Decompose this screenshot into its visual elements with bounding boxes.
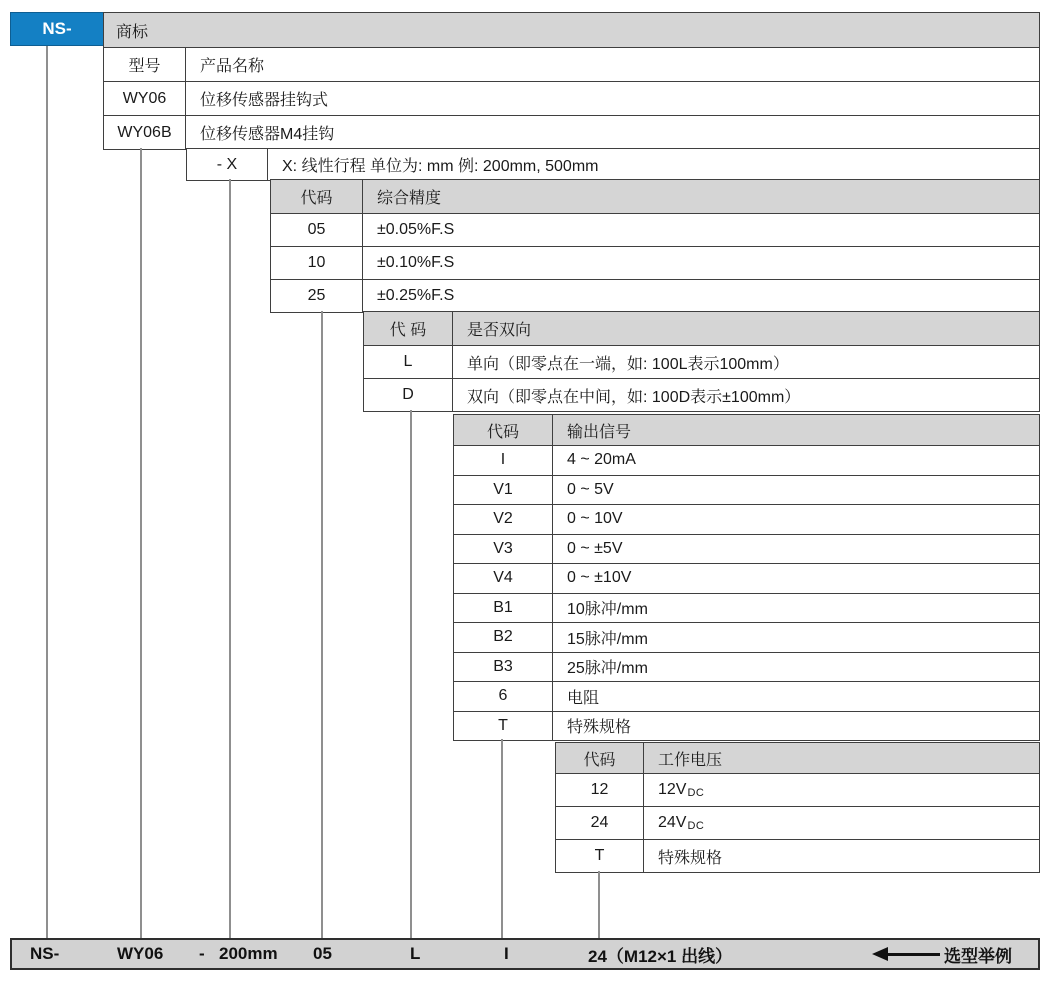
accuracy-code-cell: 10 — [271, 247, 363, 279]
voltage-desc-cell — [644, 807, 1039, 839]
voltage-desc-cell — [644, 840, 1039, 872]
voltage-code-cell: T — [556, 840, 644, 872]
voltage-value: 24V — [658, 814, 687, 831]
output-signal-table — [453, 414, 1040, 741]
output-code-cell: V4 — [454, 564, 553, 593]
voltage-code-cell: 12 — [556, 774, 644, 806]
accuracy-row — [271, 246, 1039, 279]
stroke-code-cell: - X — [187, 149, 268, 180]
connector-line-accuracy — [321, 311, 323, 938]
series-prefix-box — [10, 12, 104, 46]
accuracy-code-header-cell: 代码 — [271, 180, 363, 213]
connector-line-prefix — [46, 46, 48, 938]
output-header-row — [454, 415, 1039, 445]
output-code-cell: V3 — [454, 535, 553, 564]
connector-line-model — [140, 148, 142, 938]
output-row — [454, 475, 1039, 505]
series-prefix-label: NS- — [42, 19, 72, 38]
direction-desc-cell: 双向（即零点在中间，如: 100D表示±100mm） — [467, 388, 801, 406]
model-desc-cell: 位移传感器M4挂钩 — [200, 126, 335, 143]
output-row — [454, 711, 1039, 741]
output-row — [454, 563, 1039, 593]
direction-code-header-cell: 代 码 — [364, 312, 453, 345]
voltage-header-row — [556, 743, 1039, 773]
output-desc-cell: 电阻 — [567, 689, 600, 707]
output-code-cell: T — [454, 712, 553, 741]
example-item-prefix: NS- — [30, 944, 60, 963]
output-code-cell: I — [454, 446, 553, 475]
voltage-value-header-cell: 工作电压 — [658, 751, 723, 769]
output-desc-cell: 4 ~ 20mA — [567, 451, 636, 469]
model-code-cell: WY06 — [104, 82, 186, 115]
output-desc-cell: 0 ~ ±10V — [567, 569, 632, 587]
voltage-desc-cell — [644, 774, 1039, 806]
voltage-row — [556, 773, 1039, 806]
voltage-code-header-cell: 代码 — [556, 743, 644, 773]
stroke-row-inner — [187, 149, 1039, 180]
example-item-output: I — [504, 944, 509, 963]
example-item-dash: - — [199, 944, 205, 963]
direction-code-cell: D — [364, 379, 453, 411]
voltage-value: 特殊规格 — [658, 849, 723, 867]
direction-desc-cell: 单向（即零点在一端，如: 100L表示100mm） — [467, 355, 789, 373]
model-desc-cell: 位移传感器挂钩式 — [200, 92, 329, 109]
output-code-cell: V2 — [454, 505, 553, 534]
connector-line-voltage — [598, 871, 600, 938]
direction-header-row — [364, 312, 1039, 345]
voltage-row — [556, 806, 1039, 839]
direction-row — [364, 345, 1039, 378]
output-code-cell: V1 — [454, 476, 553, 505]
voltage-table — [555, 742, 1040, 873]
example-item-accuracy: 05 — [313, 944, 332, 963]
output-code-cell: B1 — [454, 594, 553, 623]
trademark-model-table — [103, 12, 1040, 150]
output-code-cell: B2 — [454, 623, 553, 652]
output-desc-cell: 特殊规格 — [567, 719, 632, 737]
model-row — [104, 115, 1039, 149]
output-code-cell: B3 — [454, 653, 553, 682]
left-arrow-tail — [886, 953, 940, 956]
connector-line-stroke — [229, 179, 231, 938]
voltage-code-cell: 24 — [556, 807, 644, 839]
output-row — [454, 652, 1039, 682]
accuracy-row — [271, 213, 1039, 246]
output-row — [454, 622, 1039, 652]
accuracy-desc-cell: ±0.25%F.S — [377, 287, 455, 304]
model-header-cell: 型号 — [104, 48, 186, 81]
connector-line-output — [501, 739, 503, 938]
voltage-row — [556, 839, 1039, 872]
trademark-header-row — [104, 13, 1039, 47]
example-item-voltage: 24（M12×1 出线） — [588, 946, 733, 966]
direction-code-cell: L — [364, 346, 453, 378]
voltage-dc-subscript: DC — [687, 786, 705, 799]
example-bar — [10, 938, 1040, 970]
output-code-header-cell: 代码 — [454, 415, 553, 445]
accuracy-row — [271, 279, 1039, 312]
model-code-cell: WY06B — [104, 116, 186, 149]
accuracy-code-cell: 25 — [271, 280, 363, 312]
output-row — [454, 445, 1039, 475]
example-item-stroke: 200mm — [219, 944, 278, 963]
connector-line-direction — [410, 410, 412, 938]
output-desc-cell: 0 ~ 5V — [567, 480, 614, 498]
output-row — [454, 534, 1039, 564]
output-value-header-cell: 输出信号 — [567, 423, 632, 441]
model-header-row — [104, 47, 1039, 81]
example-item-direction: L — [410, 944, 421, 963]
direction-value-header-cell: 是否双向 — [467, 322, 532, 339]
output-row — [454, 681, 1039, 711]
output-code-cell: 6 — [454, 682, 553, 711]
model-row — [104, 81, 1039, 115]
example-label: 选型举例 — [944, 946, 1012, 966]
example-item-model: WY06 — [117, 944, 164, 963]
output-desc-cell: 15脉冲/mm — [567, 630, 648, 648]
accuracy-desc-cell: ±0.10%F.S — [377, 254, 455, 271]
output-row — [454, 593, 1039, 623]
stroke-row — [186, 148, 1040, 181]
accuracy-desc-cell: ±0.05%F.S — [377, 221, 455, 238]
accuracy-value-header-cell: 综合精度 — [377, 190, 442, 207]
output-desc-cell: 0 ~ ±5V — [567, 539, 623, 557]
trademark-header-cell: 商标 — [116, 23, 149, 41]
output-desc-cell: 10脉冲/mm — [567, 601, 648, 619]
accuracy-table — [270, 179, 1040, 313]
accuracy-header-row — [271, 180, 1039, 213]
voltage-value: 12V — [658, 781, 687, 798]
output-row — [454, 504, 1039, 534]
direction-table — [363, 311, 1040, 412]
stroke-desc-cell: X: 线性行程 单位为: mm 例: 200mm, 500mm — [282, 158, 599, 175]
output-desc-cell: 25脉冲/mm — [567, 660, 648, 678]
output-desc-cell: 0 ~ 10V — [567, 510, 623, 528]
voltage-dc-subscript: DC — [687, 819, 705, 832]
accuracy-code-cell: 05 — [271, 214, 363, 246]
direction-row — [364, 378, 1039, 411]
product-name-header-cell: 产品名称 — [200, 58, 265, 75]
